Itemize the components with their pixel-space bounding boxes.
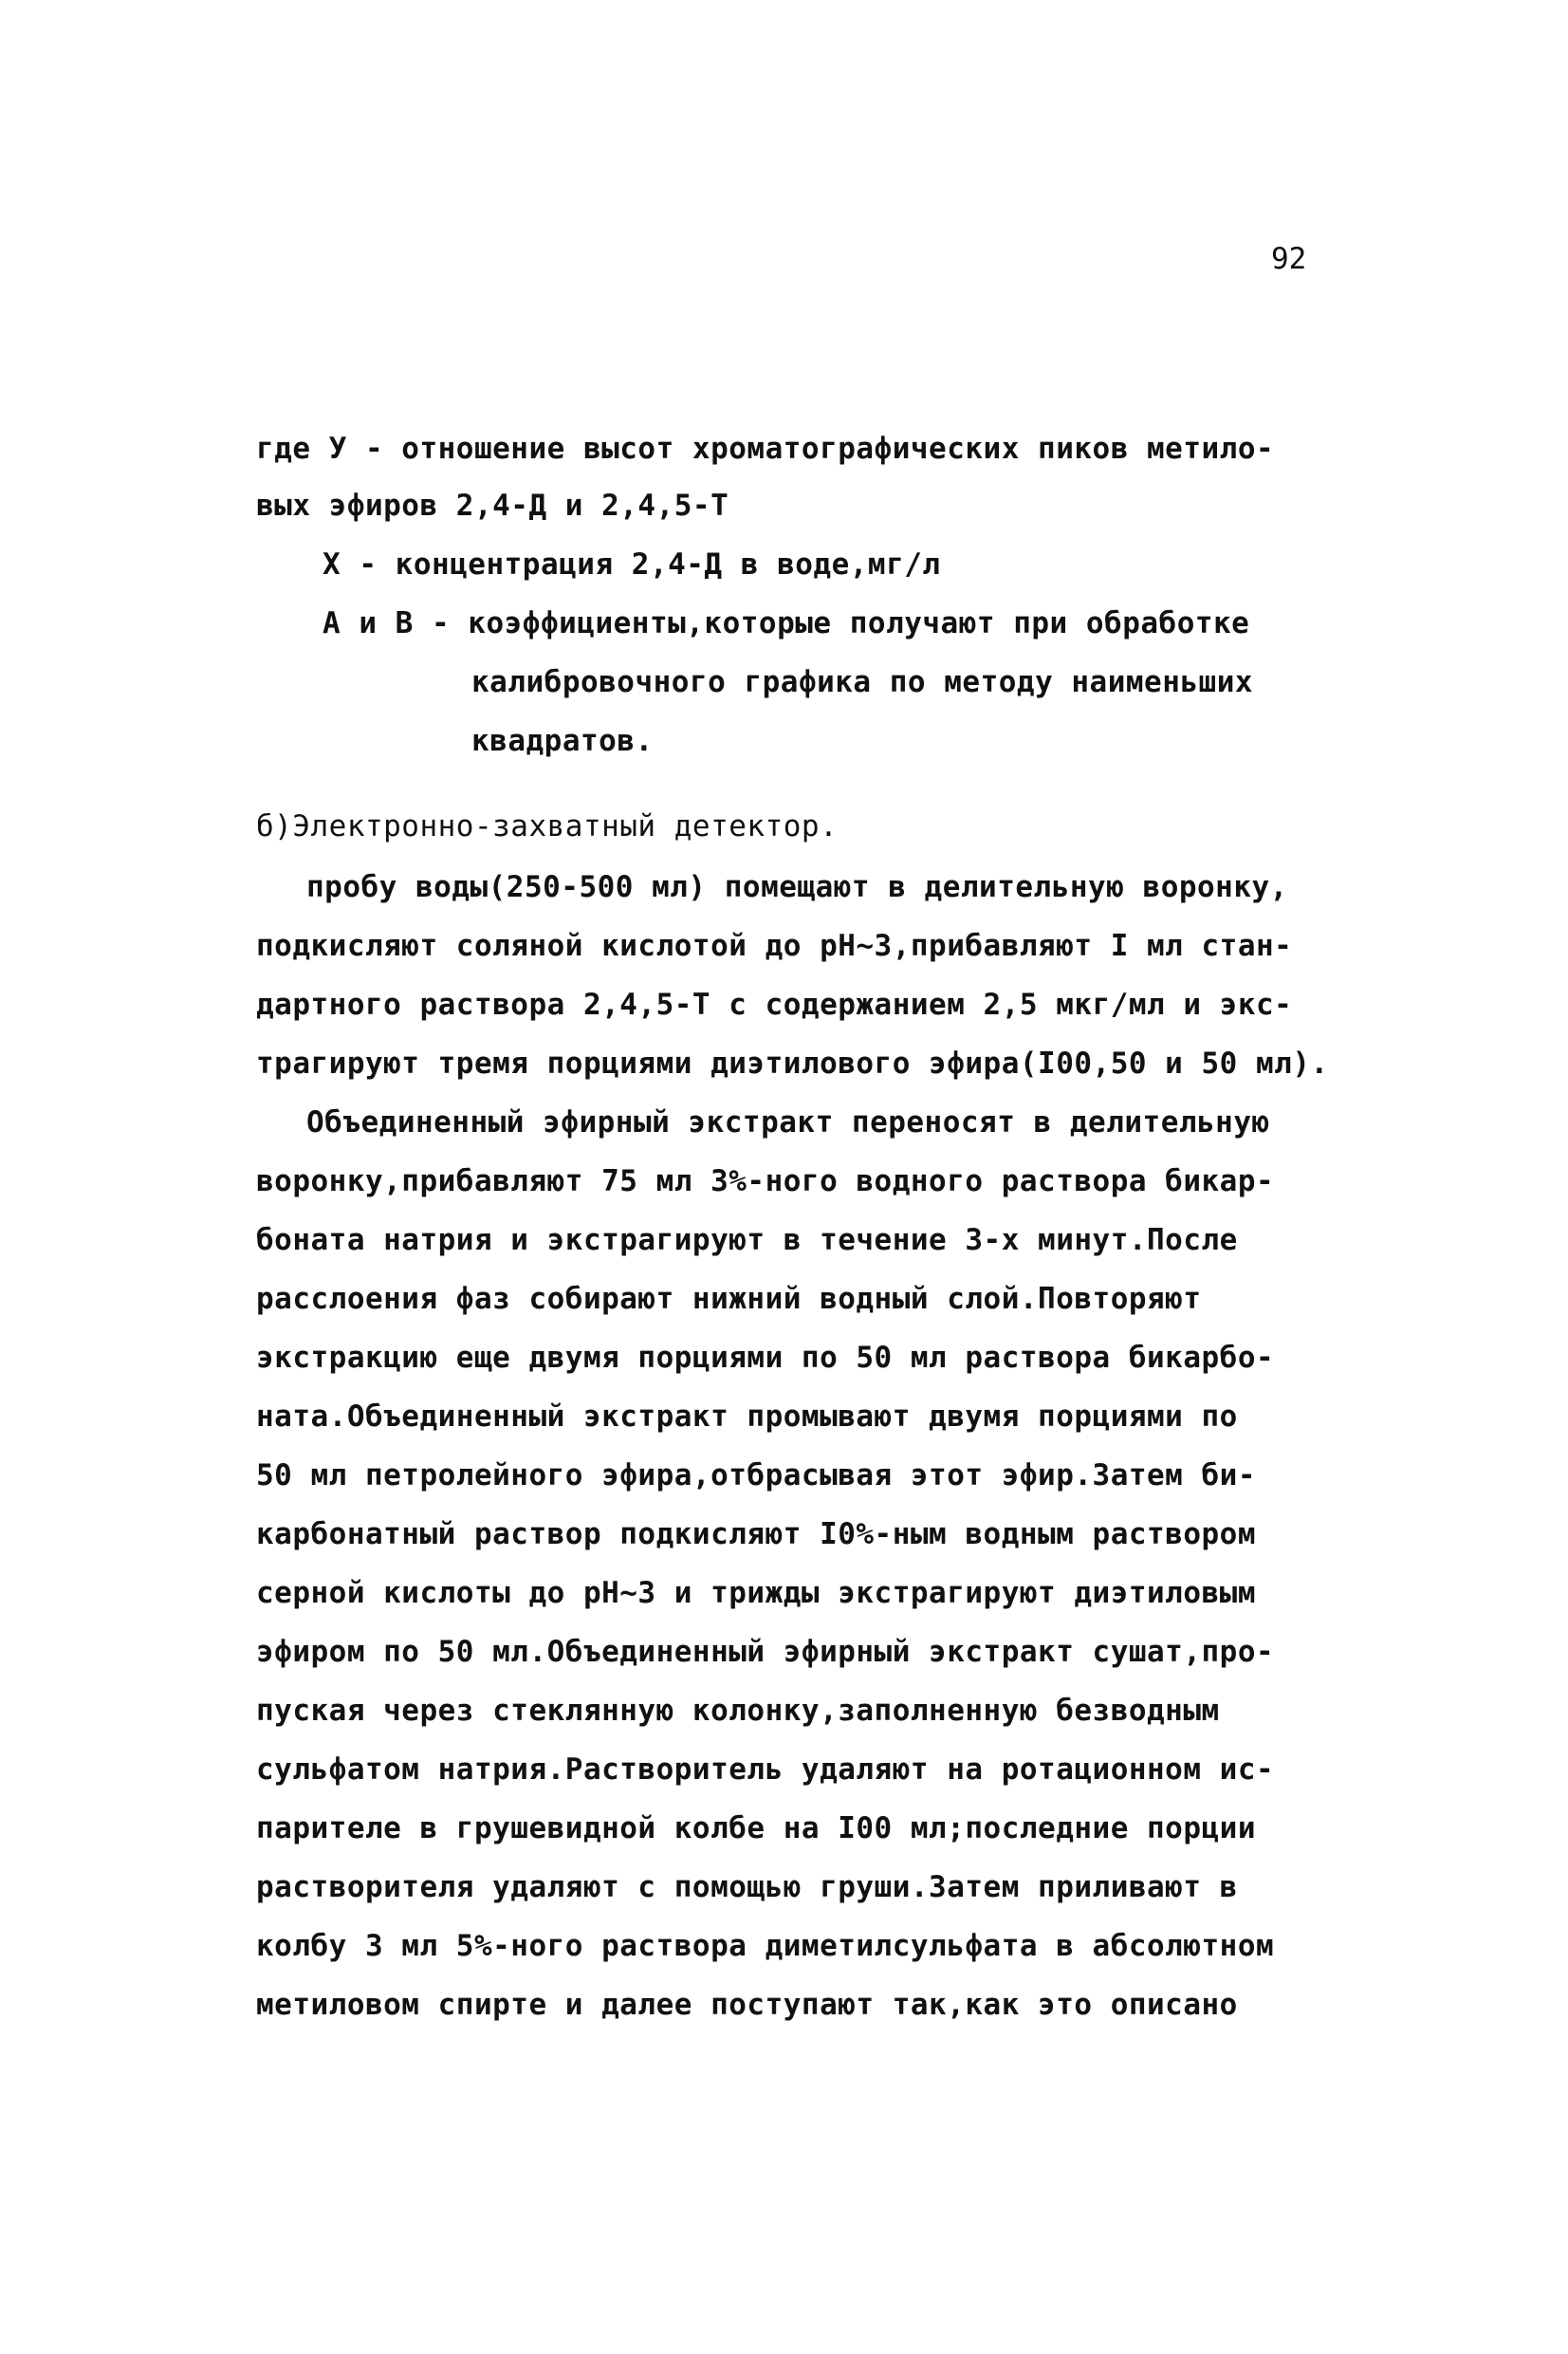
- definition-ab-line-2: калибровочного графика по методу наименьших: [471, 665, 1254, 699]
- paragraph-2-line: эфиром по 50 мл.Объединенный эфирный экстракт сушат,про-: [256, 1635, 1275, 1669]
- definition-y-line-1: где У - отношение высот хроматографических пиков метило-: [256, 432, 1275, 466]
- paragraph-1-line: трагируют тремя порциями диэтилового эфира(I00,50 и 50 мл).: [256, 1047, 1329, 1081]
- paragraph-1-line: дартного раствора 2,4,5-Т с содержанием 2,5 мкг/мл и экс-: [256, 988, 1293, 1022]
- paragraph-2-line: ната.Объединенный экстракт промывают двумя порциями по: [256, 1399, 1238, 1434]
- paragraph-2-line: пуская через стеклянную колонку,заполненную безводным: [256, 1694, 1220, 1728]
- paragraph-2-line: растворителя удаляют с помощью груши.Затем приливают в: [256, 1870, 1238, 1904]
- paragraph-2-line: экстракцию еще двумя порциями по 50 мл раствора бикарбо-: [256, 1341, 1275, 1375]
- paragraph-1-line: пробу воды(250-500 мл) помещают в делительную воронку,: [306, 870, 1288, 904]
- page-number: 92: [1271, 242, 1307, 276]
- paragraph-1-line: подкисляют соляной кислотой до рН~3,прибавляют I мл стан-: [256, 929, 1293, 963]
- paragraph-2-line: парителе в грушевидной колбе на I00 мл;последние порции: [256, 1811, 1256, 1845]
- paragraph-2-line: серной кислоты до рН~3 и трижды экстрагируют диэтиловым: [256, 1576, 1256, 1610]
- paragraph-2-line: сульфатом натрия.Растворитель удаляют на ротационном ис-: [256, 1752, 1275, 1787]
- paragraph-2-line: колбу 3 мл 5%-ного раствора диметилсульфата в абсолютном: [256, 1929, 1275, 1963]
- definition-ab-line-3: квадратов.: [471, 724, 654, 758]
- paragraph-2-line: воронку,прибавляют 75 мл 3%-ного водного раствора бикар-: [256, 1164, 1275, 1198]
- definition-y-line-2: вых эфиров 2,4-Д и 2,4,5-Т: [256, 489, 729, 523]
- paragraph-2-line: метиловом спирте и далее поступают так,как это описано: [256, 1988, 1238, 2022]
- paragraph-2-line: карбонатный раствор подкисляют I0%-ным водным раствором: [256, 1517, 1256, 1551]
- definition-ab-line-1: А и В - коэффициенты,которые получают при обработке: [323, 606, 1250, 640]
- definition-x: Х - концентрация 2,4-Д в воде,мг/л: [323, 547, 941, 582]
- paragraph-2-line: расслоения фаз собирают нижний водный слой.Повторяют: [256, 1282, 1202, 1316]
- paragraph-2-line: 50 мл петролейного эфира,отбрасывая этот эфир.Затем би-: [256, 1458, 1256, 1492]
- section-heading: б)Электронно-захватный детектор.: [256, 809, 839, 843]
- paragraph-2-line: боната натрия и экстрагируют в течение 3-х минут.После: [256, 1223, 1238, 1257]
- paragraph-2-line: Объединенный эфирный экстракт переносят в делительную: [306, 1105, 1270, 1140]
